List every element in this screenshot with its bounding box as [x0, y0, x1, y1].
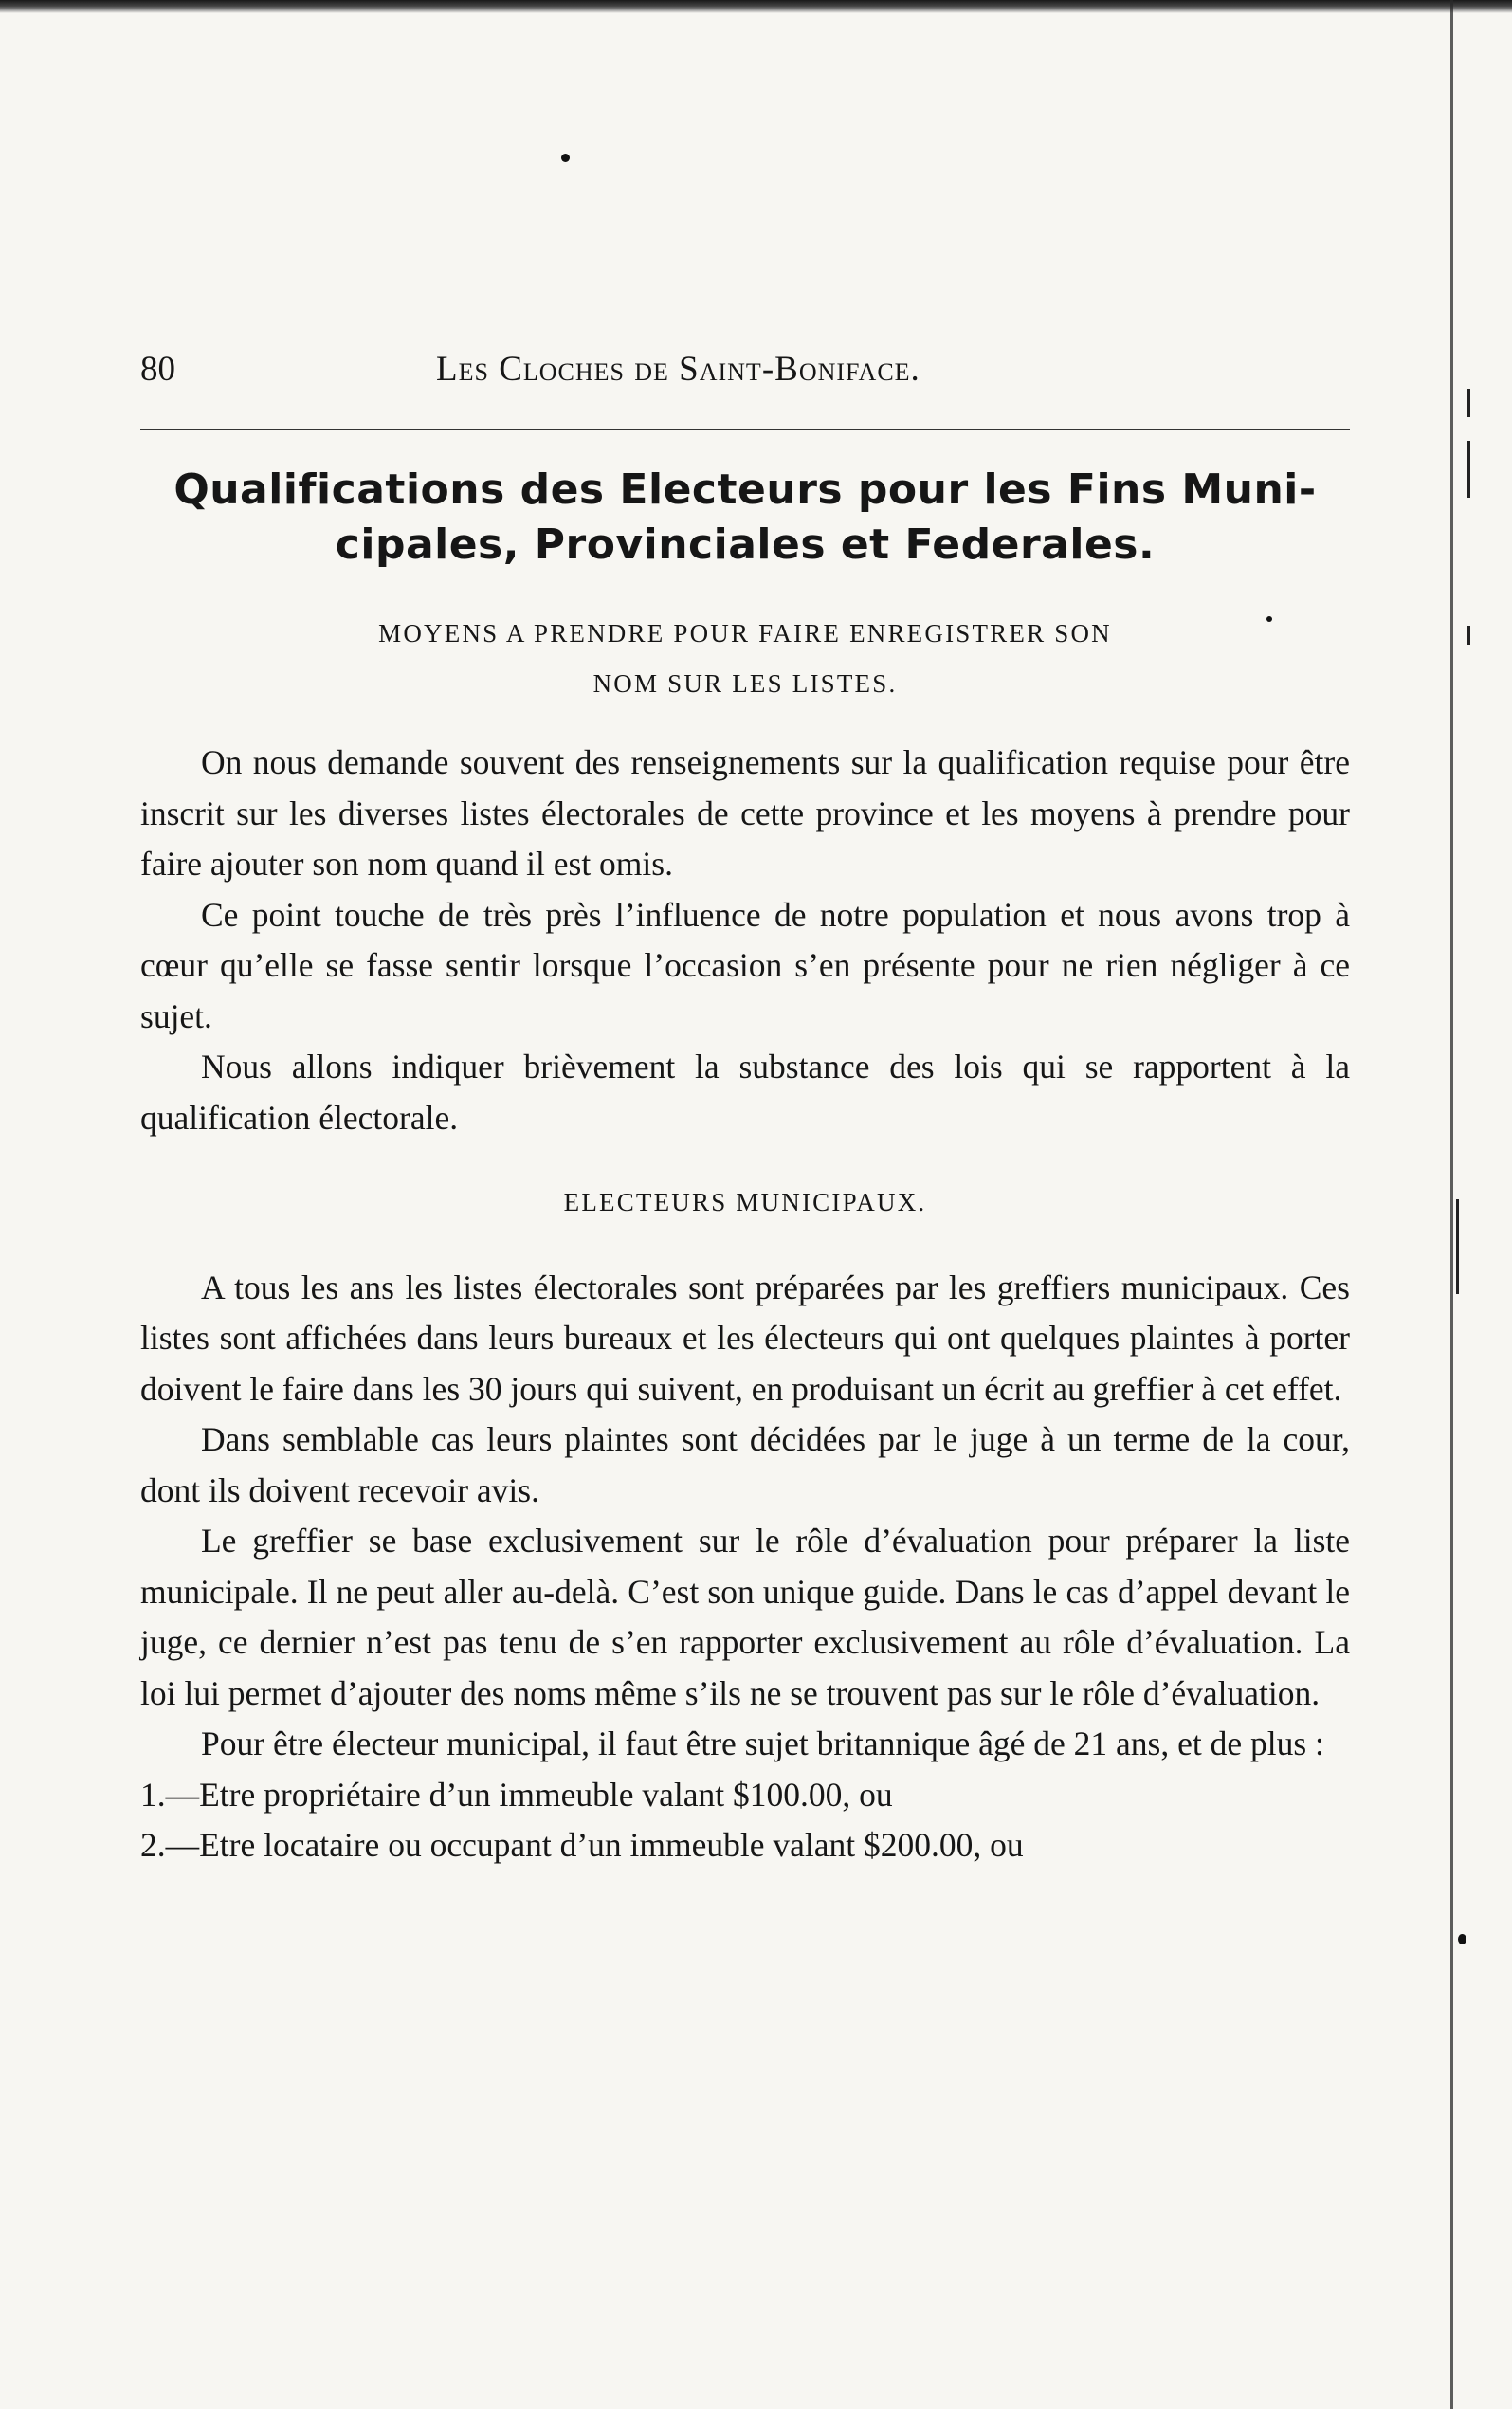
paragraph: A tous les ans les listes électorales sont préparées par les greffiers municipaux. Ces listes sont affichées dans leurs bureaux et les électeurs qui ont quelques plaintes à porter doivent le faire dans les 30 jours qui suivent, en produisant un écrit au greffier à cet effet. [140, 1268, 1350, 1408]
header-rule [140, 429, 1350, 430]
subheading [140, 609, 1350, 709]
scan-top-border [0, 0, 1512, 13]
subheading-line-1: MOYENS A PRENDRE POUR FAIRE ENREGISTRER SON [378, 619, 1112, 648]
list-item: 2.—Etre locataire ou occupant d’un immeuble valant $200.00, ou [140, 1826, 1024, 1864]
book-page [140, 341, 1350, 1871]
ink-speck [1458, 1934, 1466, 1944]
paragraph: Le greffier se base exclusivement sur le rôle d’évaluation pour préparer la liste municipale. Il ne peut aller au-delà. C’est son unique guide. Dans le cas d’appel devant le juge, ce dernier n’est pas tenu de s’en rapporter exclusivement au rôle d’évaluation. La loi lui permet d’ajouter des noms même s’ils ne se trouvent pas sur le rôle d’évaluation. [140, 1522, 1350, 1712]
paragraph: Nous allons indiquer brièvement la substance des lois qui se rapportent à la qualification électorale. [140, 1048, 1350, 1137]
margin-mark [1467, 626, 1470, 645]
article-title [140, 463, 1350, 573]
list-item: 1.—Etre propriétaire d’un immeuble valant $100.00, ou [140, 1775, 893, 1814]
paragraph: On nous demande souvent des renseignements sur la qualification requise pour être inscrit sur les diverses listes électorales de cette province et les moyens à prendre pour faire ajouter son nom quand il est omis. [140, 743, 1350, 883]
page-number: 80 [140, 350, 175, 389]
page-header [140, 341, 1350, 402]
title-line-2: cipales, Provinciales et Federales. [335, 520, 1156, 569]
subheading-line-2: NOM SUR LES LISTES. [592, 669, 898, 698]
paragraph: Pour être électeur municipal, il faut être sujet britannique âgé de 21 ans, et de plus : [201, 1725, 1324, 1762]
scan-right-border [1450, 0, 1453, 2409]
paragraph: Dans semblable cas leurs plaintes sont décidées par le juge à un terme de la cour, dont ils doivent recevoir avis. [140, 1420, 1350, 1509]
section-heading: ELECTEURS MUNICIPAUX. [563, 1188, 927, 1216]
margin-mark [1456, 1199, 1459, 1294]
ink-speck [561, 154, 570, 162]
article-body [140, 738, 1350, 1871]
margin-mark [1467, 389, 1470, 417]
running-head: Les Cloches de Saint-Boniface. [436, 350, 920, 389]
margin-mark [1467, 441, 1470, 498]
paragraph: Ce point touche de très près l’influence de notre population et nous avons trop à cœur qu’elle se fasse sentir lorsque l’occasion s’en présente pour ne rien négliger à ce sujet. [140, 895, 1350, 1035]
title-line-1: Qualifications des Electeurs pour les Fins Muni- [173, 465, 1317, 514]
